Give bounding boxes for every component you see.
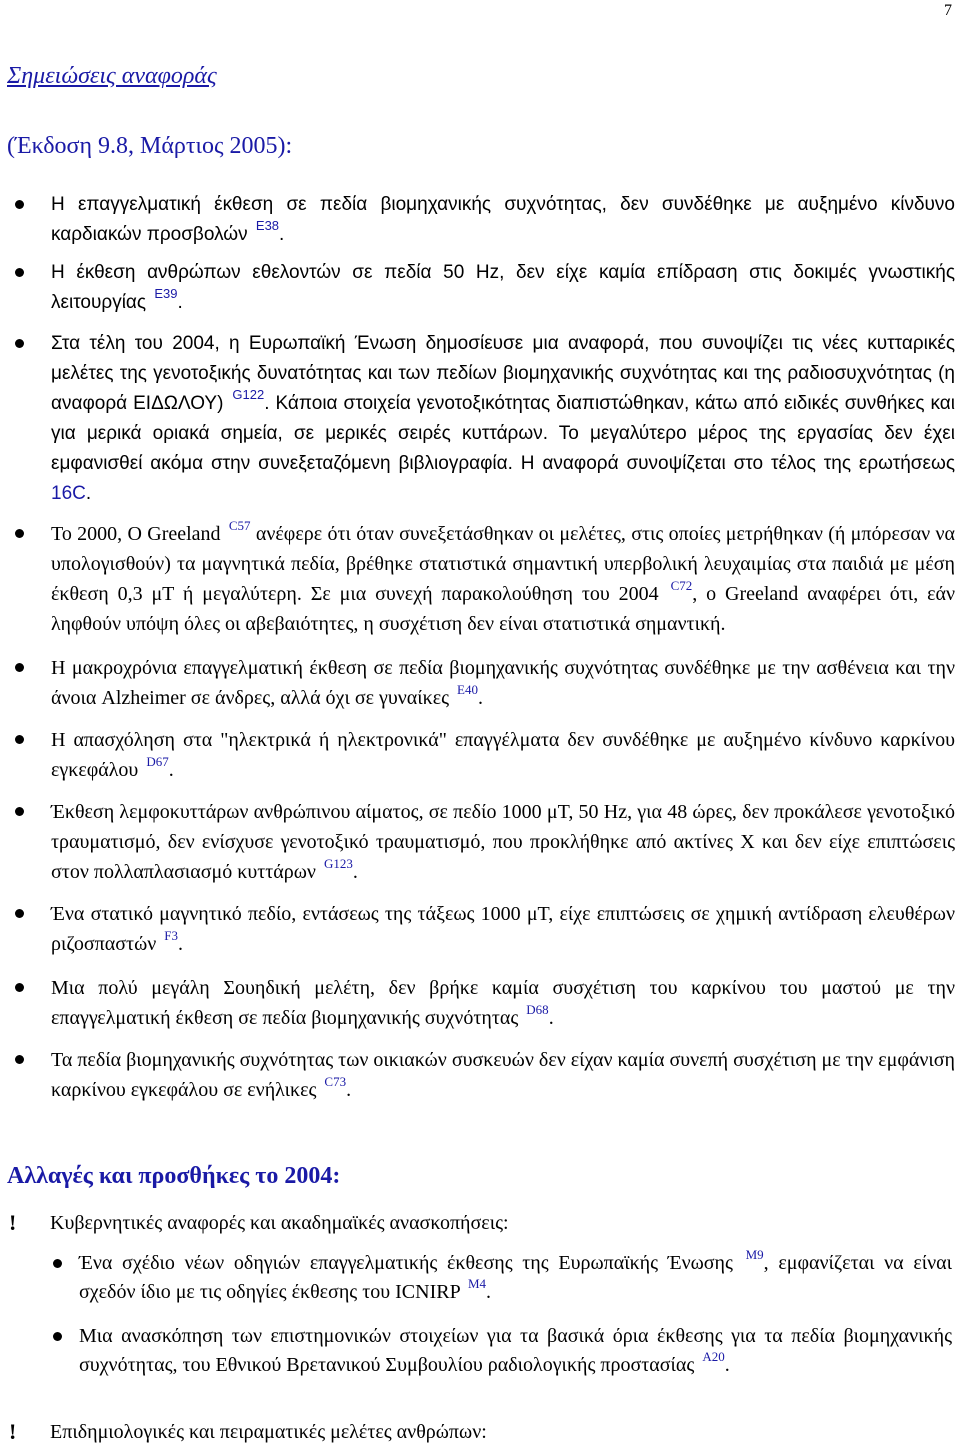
item-text: Ένα στατικό μαγνητικό πεδίο, εντάσεως της τάξεως 1000 μT, είχε επιπτώσεις σε χημική αντίδραση ελευθέρων ριζοσπαστών bbox=[51, 903, 955, 955]
list-item bbox=[0, 1045, 960, 1105]
government-reports-list bbox=[0, 1249, 960, 1380]
group-title: Κυβερνητικές αναφορές και ακαδημαϊκές ανασκοπήσεις: bbox=[50, 1212, 509, 1234]
exclamation-icon: ! bbox=[9, 1210, 17, 1235]
item-text: Έκθεση λεμφοκυττάρων ανθρώπινου αίματος, σε πεδίο 1000 μT, 50 Hz, για 48 ώρες, δεν προκάλεσε γενοτοξικό τραυματισμό, δεν ενίσχυσε γενοτοξικό τραυματισμό, που προκλήθηκε από ακτίνες X και δεν είχε επιπτώσεις στον πολλαπλασιασμό κυττάρων bbox=[51, 801, 955, 883]
reference-link[interactable]: D68 bbox=[526, 1002, 549, 1017]
item-text: Μια ανασκόπηση των επιστημονικών στοιχείων για τα βασικά όρια έκθεσης για τα πεδία βιομηχανικής συχνότητας, του Εθνικού Βρετανικού Συμβουλίου ραδιολογικής προστασίας bbox=[79, 1325, 952, 1376]
reference-link[interactable]: M9 bbox=[745, 1247, 764, 1262]
reference-link[interactable]: F3 bbox=[164, 928, 179, 943]
item-text: Στα τέλη του 2004, η Ευρωπαϊκή Ένωση δημοσίευσε μια αναφορά, που συνοψίζει τις νέες κυτταρικές μελέτες της γενοτοξικής δυνατότητας και των πεδίων βιομηχανικής συχνότητας και της ραδιοσυχνότητας (η αναφορά ΕΙΔΩΛΟΥ) bbox=[51, 333, 955, 414]
reference-link[interactable]: C57 bbox=[228, 518, 251, 533]
item-text-tail: . bbox=[724, 1354, 730, 1376]
item-text-tail: , εμφανίζεται να είναι σχεδόν ίδιο με τις οδηγίες έκθεσης του ICNIRP bbox=[79, 1252, 952, 1303]
reference-notes-link[interactable]: Σημειώσεις αναφοράς bbox=[7, 63, 217, 89]
item-text-end: . bbox=[85, 483, 92, 504]
list-item bbox=[0, 1249, 960, 1307]
page-number: 7 bbox=[944, 2, 952, 19]
list-item bbox=[0, 190, 960, 250]
item-text-tail: . bbox=[478, 687, 483, 709]
item-text: Ένα σχέδιο νέων οδηγιών επαγγελματικής έκθεσης της Ευρωπαϊκής Ένωσης bbox=[79, 1252, 733, 1274]
item-text-tail: . bbox=[177, 292, 183, 313]
item-text: Μια πολύ μεγάλη Σουηδική μελέτη, δεν βρήκε καμία συσχέτιση του καρκίνου του μαστού με την επαγγελματική έκθεση σε πεδία βιομηχανικής συχνότητας bbox=[51, 977, 955, 1029]
reference-link[interactable]: C73 bbox=[324, 1074, 347, 1089]
reference-link[interactable]: A20 bbox=[702, 1349, 725, 1364]
reference-link[interactable]: G123 bbox=[323, 856, 353, 871]
item-text: Η έκθεση ανθρώπων εθελοντών σε πεδία 50 Hz, δεν είχε καμία επίδραση στις δοκιμές γνωστικής λειτουργίας bbox=[51, 262, 955, 313]
reference-link[interactable]: D67 bbox=[146, 754, 169, 769]
item-text-tail: ανέφερε ότι όταν συνεξετάσθηκαν οι μελέτες, στις οποίες μετρήθηκαν (ή μπόρεσαν να υπολογισθούν) τα μαγνητικά πεδία, βρέθηκε στατιστικά σημαντική υπερβολική λευχαιμίας στα παιδιά με μέση έκθεση 0,3 μT ή μεγαλύτερη. Σε μια συνεχή παρακολούθηση του 2004 bbox=[51, 523, 955, 605]
list-item bbox=[0, 258, 960, 318]
item-text-end: . bbox=[486, 1281, 492, 1303]
item-text-tail: . bbox=[168, 759, 174, 781]
list-item bbox=[0, 899, 960, 959]
list-item bbox=[0, 725, 960, 785]
item-text: Το 2000, O Greeland bbox=[51, 523, 221, 545]
item-text-tail: . Κάποια στοιχεία γενοτοξικότητας διαπιστώθηκαν, κάτω από ειδικές συνθήκες και για μερικά οριακά σημεία, σε μερικές σειρές κυττάρων. Το μεγαλύτερο μέρος της εργασίας δεν έχει εμφανισθεί ακόμα στην συνεξεταζόμενη βιβλιογραφία. Η αναφορά συνοψίζεται στο τέλος της ερωτήσεως bbox=[51, 393, 956, 474]
list-item bbox=[0, 797, 960, 887]
question-reference-link[interactable]: 16C bbox=[51, 483, 86, 504]
list-item bbox=[0, 653, 960, 713]
item-text-tail: . bbox=[178, 933, 184, 955]
item-text: Η μακροχρόνια επαγγελματική έκθεση σε πεδία βιομηχανικής συχνότητας συνδέθηκε με την ασθένεια και την άνοια Alzheimer σε άνδρες, αλλά όχι σε γυναίκες bbox=[51, 657, 955, 709]
item-text-end: , ο Greeland αναφέρει ότι, εάν ληφθούν υπόψη όλες οι αβεβαιότητες, η συσχέτιση δεν είναι στατιστικά σημαντική. bbox=[51, 583, 955, 635]
list-item bbox=[0, 519, 960, 639]
item-text: Τα πεδία βιομηχανικής συχνότητας των οικιακών συσκευών δεν είχαν καμία συνεπή συσχέτιση με την εμφάνιση καρκίνου εγκεφάλου σε ενήλικες bbox=[51, 1049, 956, 1101]
item-text-tail: . bbox=[352, 861, 358, 883]
reference-link[interactable]: G122 bbox=[232, 387, 265, 402]
reference-link[interactable]: C72 bbox=[670, 578, 693, 593]
list-item bbox=[0, 1322, 960, 1380]
group-title: Επιδημιολογικές και πειραματικές μελέτες ανθρώπων: bbox=[50, 1421, 487, 1443]
reference-link[interactable]: E40 bbox=[457, 682, 478, 697]
item-text: Η επαγγελματική έκθεση σε πεδία βιομηχανικής συχνότητας, δεν συνδέθηκε με αυξημένο κίνδυνο καρδιακών προσβολών bbox=[51, 194, 955, 245]
list-item bbox=[0, 329, 960, 509]
edition-notes-list bbox=[0, 190, 960, 1105]
item-text: Η απασχόληση στα "ηλεκτρικά ή ηλεκτρονικά" επαγγέλματα δεν συνδέθηκε με αυξημένο κίνδυνο καρκίνου εγκεφάλου bbox=[51, 729, 955, 781]
exclamation-icon: ! bbox=[9, 1419, 17, 1444]
reference-link[interactable]: E39 bbox=[154, 286, 178, 301]
changes-2004-heading: Αλλαγές και προσθήκες το 2004: bbox=[7, 1163, 341, 1189]
list-item bbox=[0, 973, 960, 1033]
edition-heading: (Έκδοση 9.8, Μάρτιος 2005): bbox=[7, 133, 293, 159]
item-text-tail: . bbox=[548, 1007, 554, 1029]
item-text-tail: . bbox=[346, 1079, 352, 1101]
reference-link[interactable]: E38 bbox=[255, 218, 280, 233]
reference-link[interactable]: M4 bbox=[467, 1276, 487, 1291]
item-text-tail: . bbox=[279, 224, 285, 245]
